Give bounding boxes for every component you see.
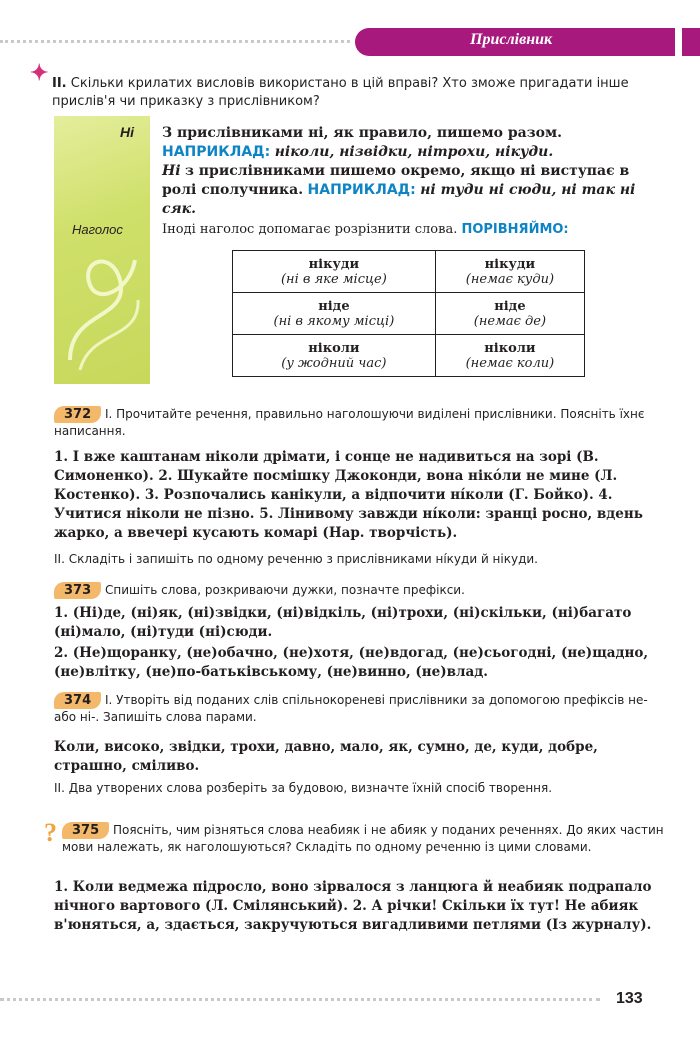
footer-dotted-line xyxy=(0,998,600,1001)
swirl-ornament-icon xyxy=(60,220,146,370)
header-dotted-line xyxy=(0,40,350,43)
ex373-body1: 1. (Ні)де, (ні)як, (ні)звідки, (ні)відкіль, (ні)трохи, (ні)скільки, (ні)багато (ні)мало, (ні)туди (ні)сюди. xyxy=(54,605,632,640)
table-row xyxy=(233,251,585,293)
table-cell: ніколи (у жодний час) xyxy=(233,335,436,377)
ex373-number: 373 xyxy=(54,582,101,599)
sparkle-icon: ✦ xyxy=(30,60,49,85)
page-number: 133 xyxy=(616,990,643,1007)
rule-text xyxy=(162,124,662,219)
intro-text: Скільки крилатих висловів використано в цій вправі? Хто зможе пригадати інше прислів'я чи приказку з прислівником? xyxy=(52,76,629,109)
table-cell: нікуди (немає куди) xyxy=(435,251,584,293)
ex373-body2: 2. (Не)щоранку, (не)обачно, (не)хотя, (не)вдогад, (не)сьогодні, (не)щадно, (не)влітку, (не)по-батьківському, (не)винно, (не)влад. xyxy=(54,645,649,680)
rule-line2a: Ні xyxy=(162,163,181,179)
ex375-body: 1. Коли ведмежа підросло, воно зірвалося з ланцюга й неабияк подрапало нічного вартового (Л. Смілянський). 2. А річки! Скільки їх тут! Не абияк в'юняться, а, здається, закручуються вигадливими петлями (Із журналу). xyxy=(54,879,652,933)
rule-line2b: з прислівниками пишемо окремо, якщо ні виступає в ролі сполучника. xyxy=(162,163,630,198)
rule-examples1: ніколи, нізвідки, нітрохи, нікуди. xyxy=(274,144,554,160)
ex374-task xyxy=(54,692,664,726)
ex372-number: 372 xyxy=(54,406,101,423)
rule-line1: З прислівниками ні, як правило, пишемо разом. xyxy=(162,125,563,141)
ex372-task xyxy=(54,406,664,440)
header-edge xyxy=(682,28,700,56)
ex375-task-text: Поясніть, чим різняться слова неабияк і не абияк у поданих реченнях. До яких частин мови належать, як наголошуються? Складіть по одному реченню із цими словами. xyxy=(62,823,664,854)
rule-label-nagolos: Наголос xyxy=(72,222,123,237)
intro-roman: II. xyxy=(52,76,67,91)
ex374-body: Коли, високо, звідки, трохи, давно, мало, як, сумно, де, куди, добре, страшно, сміливо. xyxy=(54,739,598,774)
rule-label-ni: Ні xyxy=(120,124,134,140)
nagolos-sentence: Іноді наголос допомагає розрізнити слова. xyxy=(162,222,458,237)
ex373-task-text: Спишіть слова, розкриваючи дужки, позначте префікси. xyxy=(104,583,465,597)
ex372-task-text: І. Прочитайте речення, правильно наголошуючи виділені прислівники. Поясніть їхнє написання. xyxy=(54,407,645,438)
ex374-task-text: І. Утворіть від поданих слів спільнокореневі прислівники за допомогою префіксів не- або ні-. Запишіть слова парами. xyxy=(54,693,648,724)
table-cell: нікуди (ні в яке місце) xyxy=(233,251,436,293)
question-icon: ? xyxy=(44,818,57,847)
example-label: НАПРИКЛАД: xyxy=(162,144,271,160)
ex372-body: 1. І вже каштанам ніколи дрімати, і сонце не надивиться на зорі (В. Симоненко). 2. Шукайте посмішку Джоконди, вона нікóли не мине (Л. Костенко). 3. Розпочались канікули, а відпочити нíколи (Г. Бойко). 4. Учитися ніколи не пізно. 5. Лінивому завжди нíколи: зранці росно, вдень жарко, а ввечері кусають комарі (Нар. творчість). xyxy=(54,449,643,541)
table-row xyxy=(233,335,585,377)
table-cell: ніде (немає де) xyxy=(435,293,584,335)
intro-question xyxy=(52,75,652,111)
ex373-task xyxy=(54,582,664,599)
page-section-title: Прислівник xyxy=(470,31,553,48)
ex372-task2: ІІ. Складіть і запишіть по одному реченню з прислівниками нíкуди й нікуди. xyxy=(54,552,538,566)
ex375-number: 375 xyxy=(62,822,109,839)
example-label-2: НАПРИКЛАД: xyxy=(307,182,416,198)
table-cell: ніде (ні в якому місці) xyxy=(233,293,436,335)
comparison-table xyxy=(232,250,585,377)
nagolos-text xyxy=(162,222,652,237)
table-row xyxy=(233,293,585,335)
rule-examples2: ні туди ні сюди, ні так ні сяк. xyxy=(162,182,636,217)
table-cell: ніколи (немає коли) xyxy=(435,335,584,377)
compare-label: ПОРІВНЯЙМО: xyxy=(461,222,569,237)
ex374-task2: ІІ. Два утворених слова розберіть за будовою, визначте їхній спосіб творення. xyxy=(54,781,553,795)
ex374-number: 374 xyxy=(54,692,101,709)
ex375-task xyxy=(62,822,664,856)
